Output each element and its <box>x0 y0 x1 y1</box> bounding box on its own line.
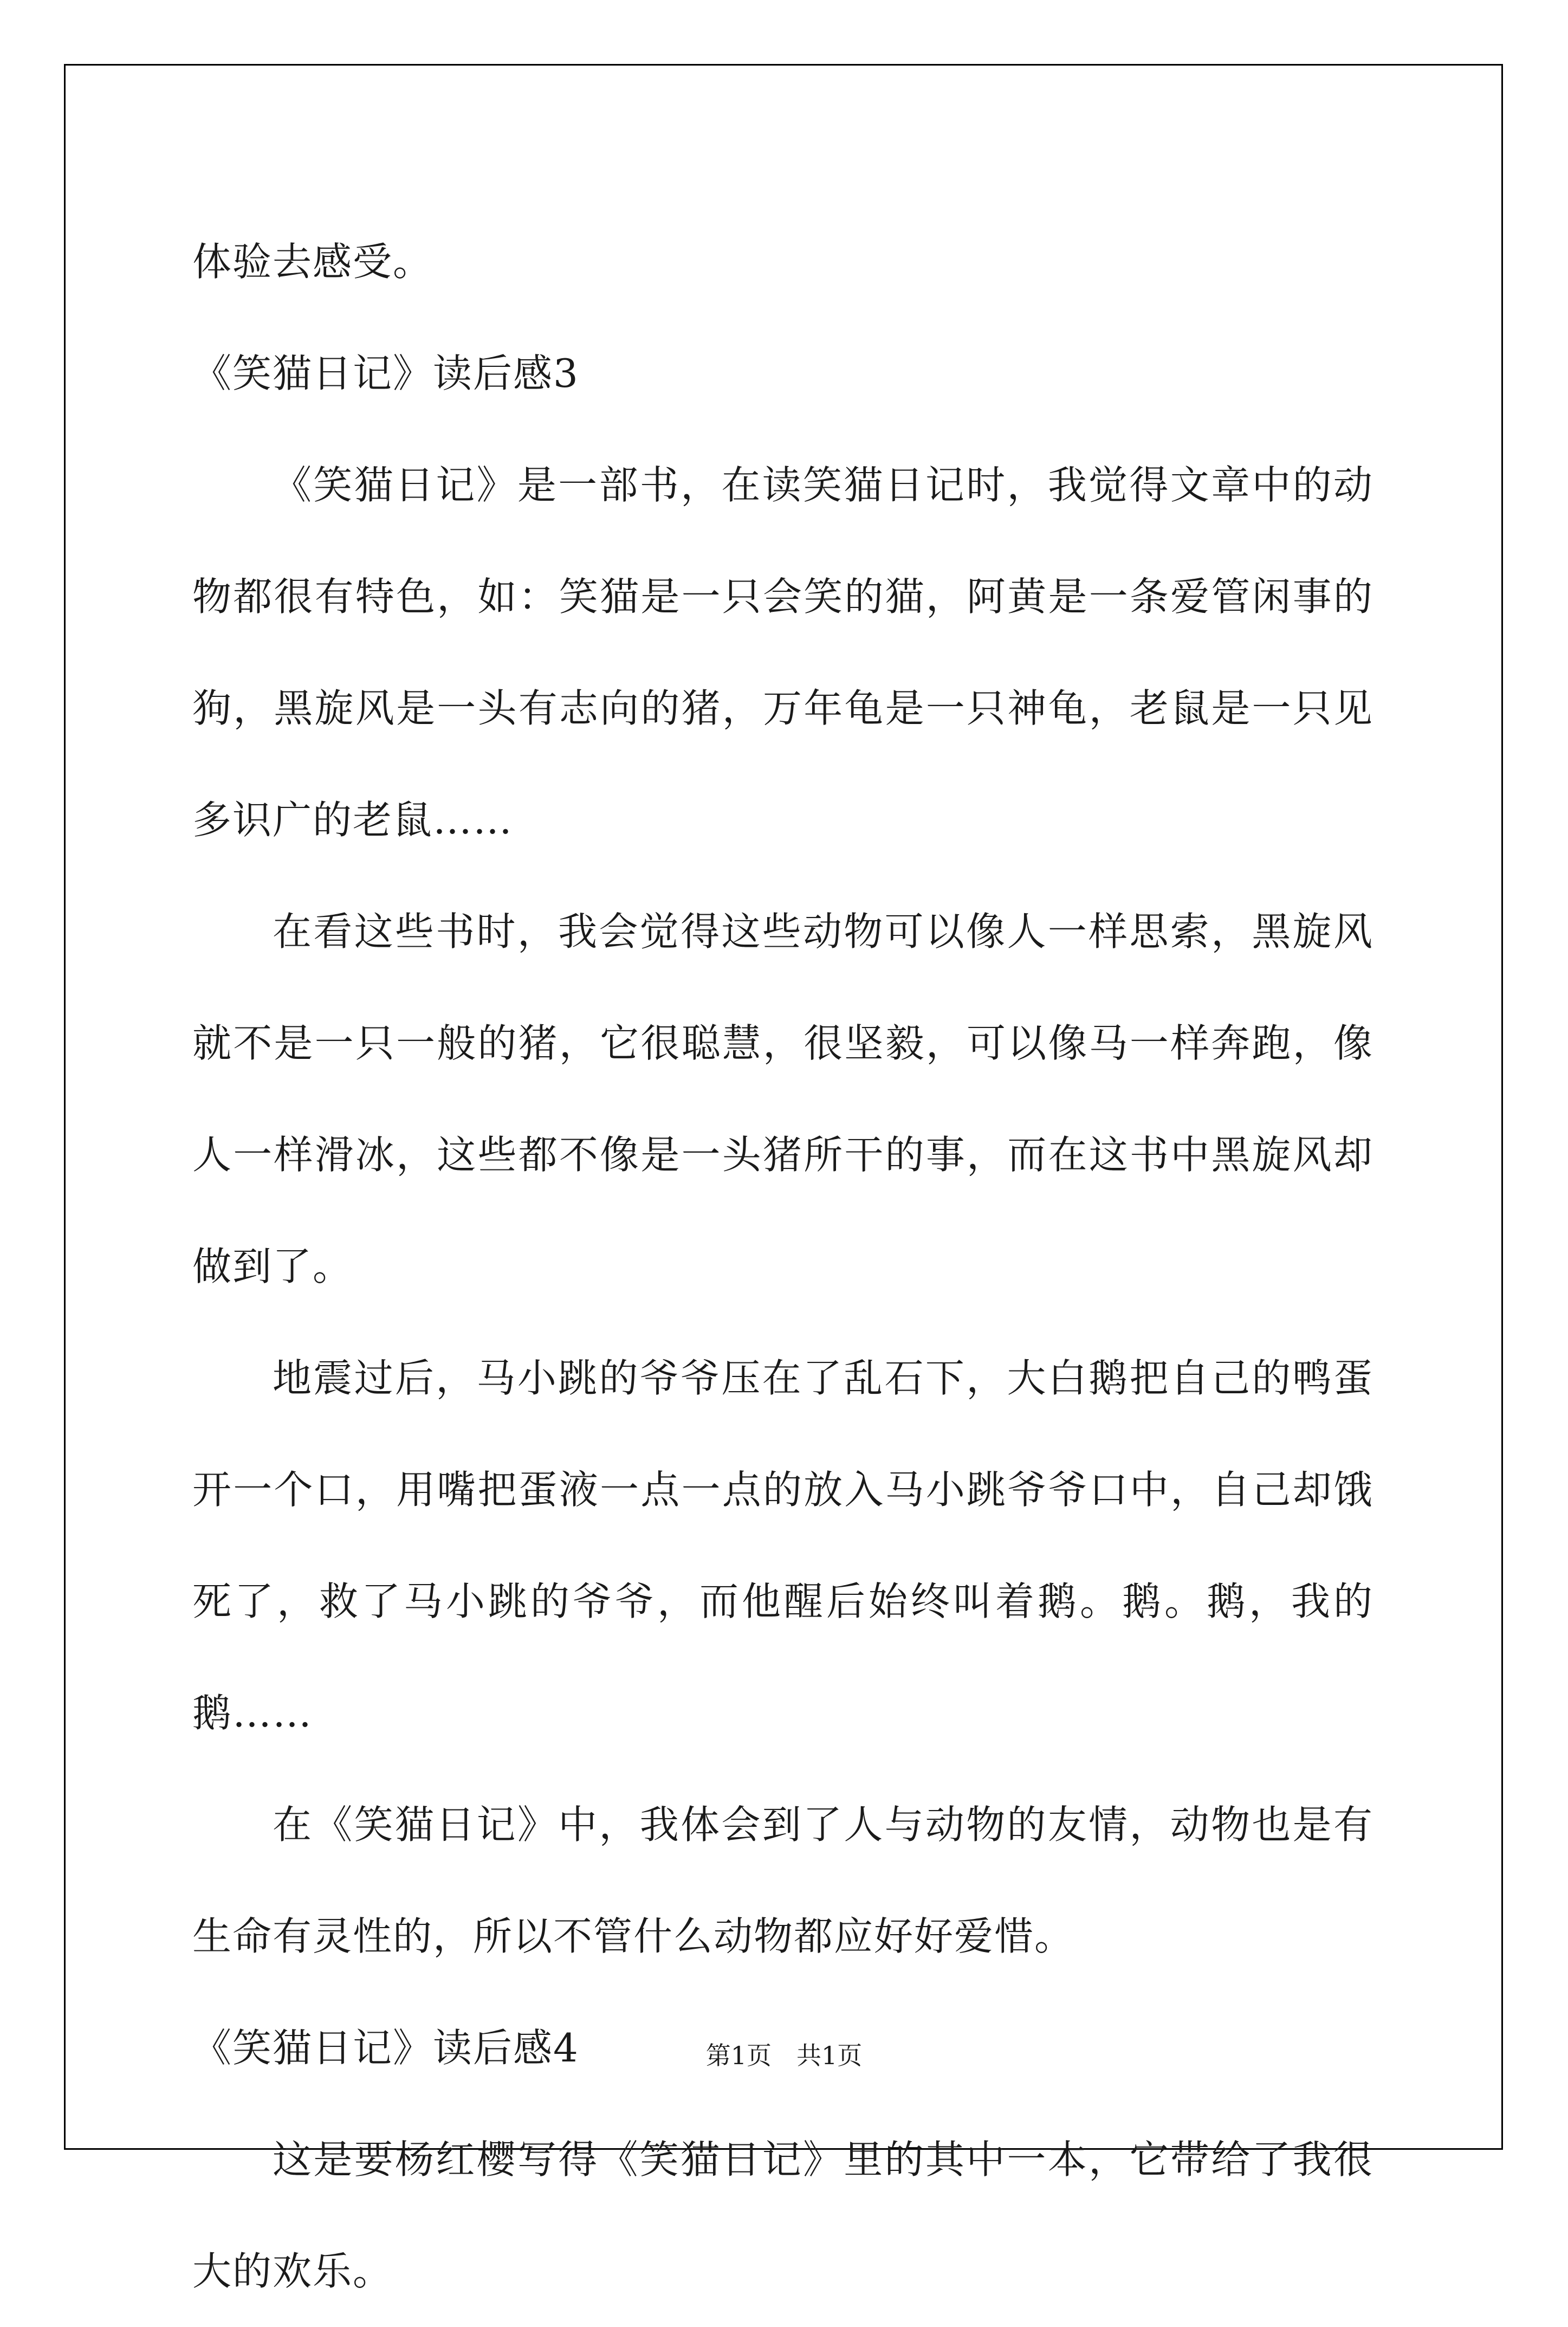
paragraph-intro-tail: 体验去感受。 <box>192 239 433 285</box>
page-total: 共1页 <box>796 2041 863 2070</box>
paragraph-animals-features: 《笑猫日记》是一部书，在读笑猫日记时，我觉得文章中的动物都很有特色，如：笑猫是一只会笑的猫，阿黄是一条爱管闲事的狗，黑旋风是一头有志向的猪，万年龟是一只神龟，老鼠是一只见多识广的老鼠…… <box>192 462 1373 843</box>
section-heading-4: 《笑猫日记》读后感4 <box>192 2025 579 2071</box>
paragraph-black-whirlwind: 在看这些书时，我会觉得这些动物可以像人一样思索，黑旋风就不是一只一般的猪，它很聪慧，很坚毅，可以像马一样奔跑，像人一样滑冰，这些都不像是一头猪所干的事，而在这书中黑旋风却做到了。 <box>192 909 1373 1289</box>
paragraph-friendship: 在《笑猫日记》中，我体会到了人与动物的友情，动物也是有生命有灵性的，所以不管什么动物都应好好爱惜。 <box>192 1802 1373 1959</box>
paragraph-yang-hongying: 这是要杨红樱写得《笑猫日记》里的其中一本，它带给了我很大的欢乐。 <box>192 2137 1373 2294</box>
page-footer <box>0 2039 1568 2072</box>
page-number: 第1页 <box>705 2041 772 2070</box>
document-body <box>192 206 1373 2327</box>
section-heading-3: 《笑猫日记》读后感3 <box>192 351 579 396</box>
paragraph-earthquake-goose: 地震过后，马小跳的爷爷压在了乱石下，大白鹅把自己的鸭蛋开一个口，用嘴把蛋液一点一点的放入马小跳爷爷口中，自己却饿死了，救了马小跳的爷爷，而他醒后始终叫着鹅。鹅。鹅，我的鹅…… <box>192 1355 1373 1736</box>
